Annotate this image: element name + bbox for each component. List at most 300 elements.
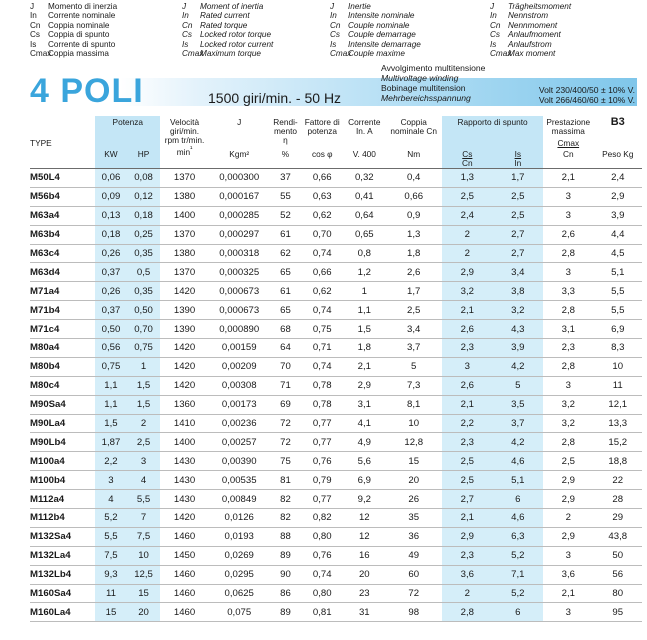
table-cell: 11 (594, 376, 642, 395)
legend-item (182, 30, 273, 39)
table-cell: 3,4 (385, 320, 442, 339)
legend-key: J (30, 2, 35, 11)
table-cell: 0,00257 (209, 433, 270, 452)
table-cell: 9,3 (95, 565, 127, 584)
voltage-info (539, 85, 635, 105)
legend-value: Inertie (348, 2, 371, 11)
table-cell: 28 (594, 490, 642, 509)
table-cell: 7,1 (493, 565, 543, 584)
table-cell: 1,3 (385, 225, 442, 244)
page-title: 4 POLI (30, 72, 144, 110)
table-cell: 1420 (160, 339, 208, 358)
legend-column (330, 2, 421, 58)
table-cell: 4,2 (493, 433, 543, 452)
legend-item (30, 2, 117, 11)
legend-item (182, 2, 273, 11)
header-coppia: Coppia nominale Cn (390, 117, 438, 136)
table-cell: 2,6 (543, 225, 593, 244)
legend-value: Couple demarrage (348, 30, 416, 40)
table-cell: 70 (270, 357, 302, 376)
table-cell: 81 (270, 471, 302, 490)
table-cell: 5,2 (493, 546, 543, 565)
motor-type: M132Sa4 (30, 527, 95, 546)
table-cell: 2,5 (493, 206, 543, 225)
legend-column (182, 2, 273, 58)
header-rend-unit: % (270, 148, 302, 169)
table-cell: 72 (385, 584, 442, 603)
table-cell: 11 (95, 584, 127, 603)
table-cell: 8,3 (594, 339, 642, 358)
motor-type: M90Lb4 (30, 433, 95, 452)
table-cell: 2,9 (543, 490, 593, 509)
table-cell: 3,7 (385, 339, 442, 358)
table-cell: 3,9 (594, 206, 642, 225)
table-cell: 4,4 (594, 225, 642, 244)
table-row (30, 414, 642, 433)
header-cmax: Cmax (557, 138, 580, 148)
table-row (30, 301, 642, 320)
table-cell: 15 (95, 603, 127, 622)
legend-value: Coppia nominale (48, 20, 110, 30)
header-type: TYPE (30, 116, 95, 169)
table-cell: 7,5 (95, 546, 127, 565)
table-cell: 3,1 (543, 320, 593, 339)
table-cell: 2,1 (442, 395, 492, 414)
table-cell: 0,26 (95, 282, 127, 301)
table-cell: 0,000285 (209, 206, 270, 225)
table-cell: 1,1 (95, 376, 127, 395)
table-cell: 4,5 (594, 244, 642, 263)
legend-key: In (330, 11, 337, 21)
header-is-in (493, 148, 543, 169)
table-cell: 4,1 (343, 414, 385, 433)
table-cell: 5,5 (594, 282, 642, 301)
table-cell: 0,56 (95, 339, 127, 358)
table-cell: 68 (270, 320, 302, 339)
table-cell: 20 (343, 565, 385, 584)
table-cell: 0,000325 (209, 263, 270, 282)
table-cell: 2,5 (543, 452, 593, 471)
table-cell: 1380 (160, 187, 208, 206)
legend-key: Cs (330, 30, 341, 40)
motor-type: M80a4 (30, 339, 95, 358)
table-cell: 0,81 (301, 603, 343, 622)
table-row (30, 282, 642, 301)
table-cell: 1,5 (95, 414, 127, 433)
table-cell: 18,8 (594, 452, 642, 471)
table-cell: 0,09 (95, 187, 127, 206)
header-b3: B3 (610, 116, 625, 128)
table-cell: 2,6 (442, 320, 492, 339)
table-cell: 0,18 (127, 206, 161, 225)
table-row (30, 471, 642, 490)
table-cell: 2,9 (543, 471, 593, 490)
header-potenza: Potenza (95, 116, 160, 148)
table-cell: 2,1 (343, 357, 385, 376)
motor-type: M80b4 (30, 357, 95, 376)
table-cell: 2,7 (493, 244, 543, 263)
header-fattore-unit: cos φ (301, 148, 343, 169)
table-cell: 1,1 (343, 301, 385, 320)
legend-value: Intensite demarrage (348, 39, 421, 49)
motor-type: M132Lb4 (30, 565, 95, 584)
legend-item (490, 11, 571, 20)
table-cell: 0,5 (127, 263, 161, 282)
legend-item (330, 21, 421, 30)
legend-value: Momento di inerzia (48, 2, 118, 11)
table-cell: 3,2 (543, 395, 593, 414)
table-cell: 7,5 (127, 527, 161, 546)
table-row (30, 509, 642, 528)
table-cell: 15,2 (594, 433, 642, 452)
table-cell: 0,000890 (209, 320, 270, 339)
table-cell: 5,5 (594, 301, 642, 320)
table-cell: 80 (594, 584, 642, 603)
header-kw: KW (95, 148, 127, 169)
table-cell: 1370 (160, 169, 208, 188)
table-cell: 0,80 (301, 584, 343, 603)
header-in: In (514, 158, 522, 168)
table-cell: 2,8 (543, 357, 593, 376)
table-cell: 3 (543, 263, 593, 282)
table-cell: 2,4 (442, 206, 492, 225)
table-cell: 0,75 (301, 320, 343, 339)
table-cell: 5,2 (493, 584, 543, 603)
table-cell: 75 (270, 452, 302, 471)
motor-type: M100b4 (30, 471, 95, 490)
header-fattore: Fattore di potenza (304, 117, 340, 136)
table-cell: 12,5 (127, 565, 161, 584)
table-cell: 12 (343, 527, 385, 546)
legend-value: Corrente nominale (48, 11, 116, 21)
header-prest-text: Prestazione massima (546, 117, 591, 136)
table-cell: 7,3 (385, 376, 442, 395)
table-cell: 2,9 (343, 376, 385, 395)
table-cell: 0,79 (301, 471, 343, 490)
table-cell: 3,2 (493, 301, 543, 320)
legend-column (490, 2, 571, 58)
table-cell: 4,3 (493, 320, 543, 339)
motor-type: M50L4 (30, 169, 95, 188)
table-row (30, 187, 642, 206)
table-cell: 1360 (160, 395, 208, 414)
header-velocita-text: Velocità giri/min. rpm tr/min. min (164, 117, 205, 157)
table-cell: 15 (385, 452, 442, 471)
table-cell: 1,2 (343, 263, 385, 282)
legend-key: Cmax (182, 49, 204, 59)
voltage-60hz: Volt 266/460/60 ± 10% V. (538, 95, 635, 105)
table-cell: 5 (385, 357, 442, 376)
table-row (30, 603, 642, 622)
table-cell: 20 (385, 471, 442, 490)
table-cell: 0,00849 (209, 490, 270, 509)
table-cell: 0,0625 (209, 584, 270, 603)
table-cell: 2 (442, 244, 492, 263)
table-cell: 0,66 (301, 263, 343, 282)
table-cell: 1,8 (385, 244, 442, 263)
table-cell: 10 (385, 414, 442, 433)
table-cell: 3,4 (493, 263, 543, 282)
table-cell: 2,8 (543, 301, 593, 320)
motor-type: M63b4 (30, 225, 95, 244)
legend-value: Coppia massima (48, 49, 109, 59)
table-cell: 4,2 (493, 357, 543, 376)
table-cell: 0,075 (209, 603, 270, 622)
table-cell: 31 (343, 603, 385, 622)
table-cell: 0,35 (127, 244, 161, 263)
table-cell: 1420 (160, 282, 208, 301)
table-cell: 2,5 (127, 433, 161, 452)
table-cell: 1420 (160, 376, 208, 395)
legend-value: Couple maxime (348, 49, 405, 59)
table-cell: 8,1 (385, 395, 442, 414)
table-cell: 2,3 (442, 546, 492, 565)
legend-value: Locked rotor torque (200, 30, 272, 40)
motor-table (30, 116, 642, 622)
table-cell: 1380 (160, 244, 208, 263)
table-cell: 1,5 (127, 376, 161, 395)
table-cell: 0,74 (301, 301, 343, 320)
header-velocita-unit: ¹ (190, 146, 193, 153)
table-cell: 1390 (160, 320, 208, 339)
table-cell: 0,12 (127, 187, 161, 206)
table-cell: 1,3 (442, 169, 492, 188)
legend-item (330, 30, 421, 39)
motor-type: M100a4 (30, 452, 95, 471)
legend-key: Cs (30, 30, 41, 40)
voltage-50hz: Volt 230/400/50 ± 10% V. (538, 85, 635, 95)
table-cell: 2,8 (543, 433, 593, 452)
table-row (30, 357, 642, 376)
table-cell: 0,76 (301, 452, 343, 471)
table-cell: 3,3 (543, 282, 593, 301)
table-cell: 3,6 (543, 565, 593, 584)
table-cell: 9,2 (343, 490, 385, 509)
table-cell: 29 (594, 509, 642, 528)
table-cell: 82 (270, 509, 302, 528)
header-corrente: Corrente In. A (348, 117, 381, 136)
legend-key: In (182, 11, 189, 21)
legend-value: Locked rotor current (200, 39, 274, 49)
table-cell: 88 (270, 527, 302, 546)
table-cell: 0,00173 (209, 395, 270, 414)
table-cell: 1,8 (343, 339, 385, 358)
table-cell: 2,3 (442, 339, 492, 358)
header-j-unit: Kgm² (209, 148, 270, 169)
table-cell: 1460 (160, 565, 208, 584)
motor-type: M160La4 (30, 603, 95, 622)
table-cell: 5,5 (127, 490, 161, 509)
table-cell: 0,00308 (209, 376, 270, 395)
legend-value: Trägheitsmoment (508, 2, 572, 11)
table-cell: 0,0269 (209, 546, 270, 565)
legend-item (182, 21, 273, 30)
table-cell: 3,1 (343, 395, 385, 414)
table-cell: 2,2 (95, 452, 127, 471)
legend-value: Corrente di spunto (48, 39, 116, 49)
legend-item (490, 40, 571, 49)
table-cell: 65 (270, 263, 302, 282)
table-row (30, 225, 642, 244)
legend-key: Cn (182, 20, 193, 30)
table-cell: 2 (442, 584, 492, 603)
table-row (30, 395, 642, 414)
legend-item (490, 30, 571, 39)
table-cell: 3 (543, 206, 593, 225)
header-cn2: Cn (543, 148, 593, 169)
table-cell: 3,5 (493, 395, 543, 414)
table-cell: 1460 (160, 584, 208, 603)
legend-key: Is (490, 39, 497, 49)
table-cell: 3 (442, 357, 492, 376)
legend-value: Anlaufmoment (508, 30, 561, 40)
table-cell: 0,80 (301, 527, 343, 546)
legend-value: Couple nominale (348, 20, 410, 30)
motor-type: M71a4 (30, 282, 95, 301)
table-cell: 1370 (160, 225, 208, 244)
legend-value: Rated current (200, 11, 250, 21)
table-cell: 0,06 (95, 169, 127, 188)
table-cell: 1460 (160, 527, 208, 546)
table-cell: 0,63 (301, 187, 343, 206)
table-cell: 56 (594, 565, 642, 584)
table-cell: 0,75 (95, 357, 127, 376)
table-cell: 2,7 (442, 490, 492, 509)
legend-key: Is (30, 39, 37, 49)
table-cell: 1460 (160, 603, 208, 622)
table-cell: 3 (95, 471, 127, 490)
header-rapporto: Rapporto di spunto (442, 116, 543, 148)
table-cell: 61 (270, 225, 302, 244)
table-row (30, 584, 642, 603)
table-cell: 0,77 (301, 414, 343, 433)
table-cell: 0,37 (95, 301, 127, 320)
legend-item (490, 2, 571, 11)
motor-type: M56b4 (30, 187, 95, 206)
table-cell: 0,77 (301, 490, 343, 509)
header-corrente-unit: V. 400 (343, 148, 385, 169)
table-cell: 6 (493, 490, 543, 509)
table-cell: 1400 (160, 206, 208, 225)
legend-value: Nennstrom (508, 11, 549, 21)
table-cell: 69 (270, 395, 302, 414)
table-cell: 2,6 (442, 376, 492, 395)
table-cell: 71 (270, 376, 302, 395)
table-cell: 5,6 (343, 452, 385, 471)
table-cell: 1,7 (493, 169, 543, 188)
legend-key: J (330, 2, 335, 11)
winding-info (381, 63, 485, 103)
table-cell: 2 (442, 225, 492, 244)
winding-de: Mehrbereichsspannung (381, 93, 471, 103)
table-cell: 1430 (160, 471, 208, 490)
table-row (30, 376, 642, 395)
table-cell: 23 (343, 584, 385, 603)
legend-value: Rated torque (200, 20, 248, 30)
table-cell: 89 (270, 546, 302, 565)
table-cell: 2 (543, 509, 593, 528)
header-is: Is (514, 149, 522, 159)
table-cell: 0,70 (301, 225, 343, 244)
table-cell: 0,0193 (209, 527, 270, 546)
table-row (30, 244, 642, 263)
table-cell: 3 (127, 452, 161, 471)
legend-item (490, 49, 571, 58)
table-cell: 1 (127, 357, 161, 376)
table-cell: 0,64 (343, 206, 385, 225)
table-cell: 35 (385, 509, 442, 528)
table-cell: 0,000673 (209, 282, 270, 301)
table-cell: 0,00236 (209, 414, 270, 433)
table-cell: 0,66 (385, 187, 442, 206)
table-row (30, 565, 642, 584)
table-cell: 3,8 (493, 282, 543, 301)
table-cell: 82 (270, 490, 302, 509)
legend-key: Cn (30, 20, 41, 30)
table-cell: 3,9 (493, 339, 543, 358)
table-row (30, 546, 642, 565)
table-cell: 0,08 (127, 169, 161, 188)
motor-type: M63a4 (30, 206, 95, 225)
table-cell: 0,78 (301, 395, 343, 414)
table-cell: 0,70 (127, 320, 161, 339)
table-cell: 0,000167 (209, 187, 270, 206)
table-cell: 3,2 (543, 414, 593, 433)
winding-it: Avvolgimento multitensione (381, 63, 486, 73)
legend-item (30, 30, 117, 39)
table-cell: 36 (385, 527, 442, 546)
legend-key: Cmax (30, 49, 52, 59)
table-cell: 2,5 (493, 187, 543, 206)
table-cell: 5,1 (493, 471, 543, 490)
legend-key: J (182, 2, 187, 11)
table-cell: 2,1 (442, 301, 492, 320)
table-cell: 4,6 (493, 452, 543, 471)
table-cell: 6,9 (594, 320, 642, 339)
table-cell: 1370 (160, 263, 208, 282)
legend-key: Cmax (330, 49, 352, 59)
table-cell: 43,8 (594, 527, 642, 546)
table-cell: 2 (127, 414, 161, 433)
table-cell: 7 (127, 509, 161, 528)
table-cell: 1390 (160, 301, 208, 320)
table-cell: 1430 (160, 490, 208, 509)
legend-item (490, 21, 571, 30)
table-cell: 0,76 (301, 546, 343, 565)
table-cell: 0,18 (95, 225, 127, 244)
table-cell: 1430 (160, 452, 208, 471)
table-cell: 2,9 (543, 527, 593, 546)
table-cell: 0,82 (301, 509, 343, 528)
table-cell: 0,0126 (209, 509, 270, 528)
table-cell: 72 (270, 414, 302, 433)
table-cell: 90 (270, 565, 302, 584)
table-cell: 0,0295 (209, 565, 270, 584)
legend-key: Cn (490, 20, 501, 30)
table-cell: 2,5 (385, 301, 442, 320)
table-cell: 0,65 (343, 225, 385, 244)
table-cell: 26 (385, 490, 442, 509)
table-cell: 1,7 (385, 282, 442, 301)
table-cell: 2,2 (442, 414, 492, 433)
table-cell: 0,41 (343, 187, 385, 206)
table-cell: 95 (594, 603, 642, 622)
table-cell: 0,000673 (209, 301, 270, 320)
table-cell: 2,1 (543, 584, 593, 603)
table-cell: 5 (493, 376, 543, 395)
table-cell: 12,8 (385, 433, 442, 452)
legend-key: J (490, 2, 495, 11)
